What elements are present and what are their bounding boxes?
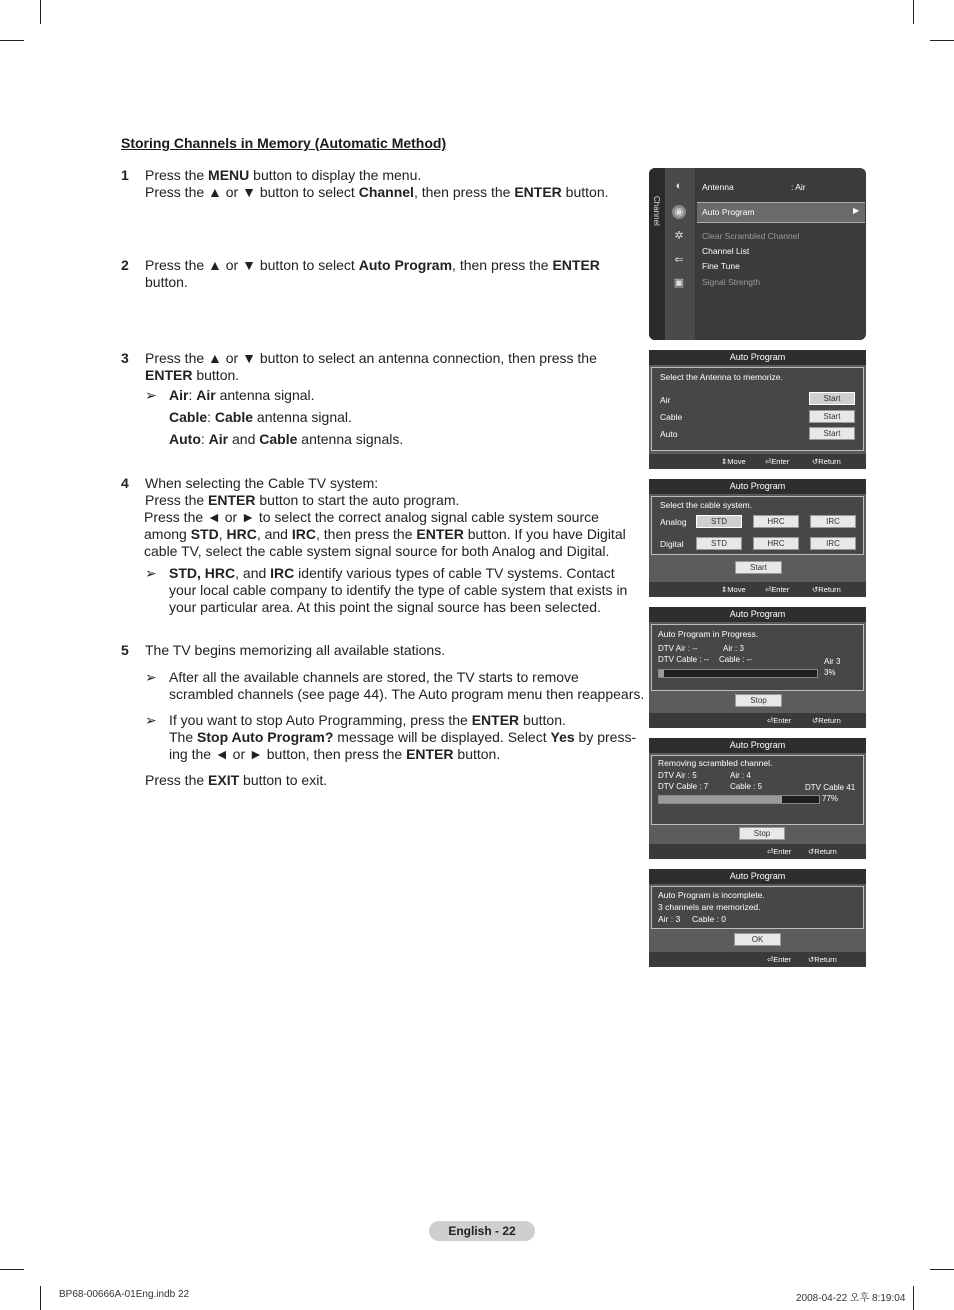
analog-label: Analog bbox=[660, 517, 687, 527]
crop-mark bbox=[930, 40, 954, 41]
crop-mark bbox=[913, 0, 914, 24]
dtv-cable-count: DTV Cable : -- bbox=[658, 655, 710, 664]
stop-button[interactable]: Stop bbox=[735, 694, 782, 707]
page-title: Storing Channels in Memory (Automatic Method) bbox=[121, 135, 447, 151]
antenna-option-air: Air bbox=[660, 395, 671, 405]
chevron-right-icon: ▶ bbox=[853, 206, 860, 215]
removing-scrambled-screen bbox=[649, 738, 866, 859]
analog-hrc-button[interactable]: HRC bbox=[753, 515, 799, 528]
start-button[interactable]: Start bbox=[735, 561, 782, 574]
arrow-icon: ➢ bbox=[145, 565, 157, 581]
auto-program-incomplete-screen bbox=[649, 869, 866, 967]
antenna-option-auto: Auto bbox=[660, 429, 678, 439]
step-number: 4 bbox=[121, 475, 129, 491]
step-1 bbox=[121, 167, 641, 201]
menu-item-auto-program[interactable]: Auto Program bbox=[702, 207, 755, 217]
step-4 bbox=[121, 475, 641, 616]
menu-item-channel-list[interactable]: Channel List bbox=[702, 246, 750, 256]
osd-footer bbox=[649, 713, 866, 728]
step-3 bbox=[121, 350, 641, 450]
menu-side-tab bbox=[649, 168, 665, 340]
progress-bar bbox=[658, 669, 818, 678]
osd-message: Auto Program is incomplete. bbox=[658, 890, 765, 900]
crop-mark bbox=[40, 0, 41, 24]
footer-file: BP68-00666A-01Eng.indb 22 bbox=[59, 1289, 190, 1300]
return-hint: ↺ Return bbox=[812, 716, 841, 725]
osd-title: Auto Program bbox=[649, 350, 866, 365]
auto-program-progress-screen bbox=[649, 607, 866, 728]
antenna-label[interactable]: Antenna bbox=[702, 182, 734, 192]
step-line: ENTER button. bbox=[145, 367, 240, 383]
osd-title: Auto Program bbox=[649, 607, 866, 622]
input-icon[interactable]: ⇐ bbox=[674, 254, 684, 266]
analog-irc-button[interactable]: IRC bbox=[810, 515, 856, 528]
digital-irc-button[interactable]: IRC bbox=[810, 537, 856, 550]
step-number: 1 bbox=[121, 167, 129, 183]
air-count: Air : 3 bbox=[723, 644, 744, 653]
crop-mark bbox=[40, 1286, 41, 1310]
osd-prompt: Select the Antenna to memorize. bbox=[660, 372, 783, 382]
enter-hint: ⏎ Enter bbox=[767, 716, 792, 725]
osd-title: Auto Program bbox=[649, 738, 866, 753]
cable-count: Cable : -- bbox=[719, 655, 752, 664]
current-channel: DTV Cable 41 bbox=[805, 783, 856, 792]
channel-menu-screen bbox=[649, 168, 866, 340]
step-line: Press the ◄ or ► to select the correct analog signal cable system source bbox=[144, 509, 599, 525]
step-line: Press the ENTER button to start the auto program. bbox=[145, 492, 460, 508]
picture-icon[interactable]: ◐ bbox=[675, 180, 683, 192]
enter-hint: ⏎ Enter bbox=[765, 457, 790, 466]
stop-button[interactable]: Stop bbox=[739, 827, 785, 840]
osd-panel bbox=[651, 496, 864, 555]
progress-percent: 3% bbox=[824, 668, 836, 677]
step-line: cable TV, select the cable system signal source for both Analog and Digital. bbox=[144, 543, 610, 559]
start-auto-button[interactable]: Start bbox=[809, 427, 855, 440]
digital-label: Digital bbox=[660, 539, 684, 549]
step-line: among STD, HRC, and IRC, then press the ENTER button. If you have Digital bbox=[144, 526, 626, 542]
step-line: When selecting the Cable TV system: bbox=[145, 475, 379, 491]
menu-item-fine-tune[interactable]: Fine Tune bbox=[702, 261, 740, 271]
application-icon[interactable]: ▣ bbox=[673, 277, 685, 289]
cable-count: Cable : 5 bbox=[730, 782, 763, 791]
crop-mark bbox=[0, 40, 24, 41]
return-hint: ↺ Return bbox=[812, 585, 841, 594]
osd-footer bbox=[649, 844, 866, 859]
step-line: Press the EXIT button to exit. bbox=[145, 772, 328, 788]
digital-hrc-button[interactable]: HRC bbox=[753, 537, 799, 550]
osd-title: Auto Program bbox=[649, 479, 866, 494]
dtv-cable-count: DTV Cable : 7 bbox=[658, 782, 709, 791]
crop-mark bbox=[930, 1269, 954, 1270]
move-hint: ⇕ Move bbox=[721, 457, 746, 466]
crop-mark bbox=[913, 1286, 914, 1310]
current-channel: Air 3 bbox=[824, 657, 841, 666]
progress-fill bbox=[659, 796, 782, 803]
osd-message: 3 channels are memorized. bbox=[658, 902, 761, 912]
return-hint: ↺ Return bbox=[808, 847, 837, 856]
cable-count: Cable : 0 bbox=[692, 914, 727, 924]
step-5 bbox=[121, 642, 645, 789]
footer-timestamp: 2008-04-22 오후 8:19:04 bbox=[796, 1293, 906, 1304]
osd-prompt: Select the cable system. bbox=[660, 500, 753, 510]
osd-panel bbox=[651, 367, 864, 451]
note: ➢ STD, HRC, and IRC identify various types of cable TV systems. Contact your local cable company to identify the type of cable system that exists in your particular area. At this point the signal source has been selected. bbox=[145, 565, 628, 615]
cable-system-screen bbox=[649, 479, 866, 597]
enter-hint: ⏎ Enter bbox=[765, 585, 790, 594]
step-number: 3 bbox=[121, 350, 129, 366]
arrow-icon: ➢ bbox=[145, 669, 157, 685]
crop-mark bbox=[0, 1269, 24, 1270]
return-hint: ↺ Return bbox=[808, 955, 837, 964]
osd-title: Auto Program bbox=[649, 869, 866, 884]
step-2 bbox=[121, 257, 641, 291]
osd-footer bbox=[649, 952, 866, 967]
osd-panel bbox=[651, 886, 864, 929]
step-line: Press the ▲ or ▼ button to select Channel, then press the ENTER button. bbox=[145, 184, 609, 200]
page-number: English - 22 bbox=[429, 1221, 535, 1241]
step-line: Press the MENU button to display the menu. bbox=[145, 167, 422, 183]
osd-footer bbox=[649, 454, 866, 469]
arrow-icon: ➢ bbox=[145, 712, 157, 728]
progress-bar bbox=[658, 795, 820, 804]
start-air-button[interactable]: Start bbox=[809, 392, 855, 405]
move-hint: ⇕ Move bbox=[721, 585, 746, 594]
osd-status: Removing scrambled channel. bbox=[658, 758, 773, 768]
ok-button[interactable]: OK bbox=[734, 933, 781, 946]
menu-side-label: Channel bbox=[652, 196, 661, 226]
antenna-option-cable: Cable bbox=[660, 412, 683, 422]
note: ➢ After all the available channels are stored, the TV starts to remove scrambled channels (see page 44). The Auto program menu then reappears. bbox=[145, 669, 645, 702]
enter-hint: ⏎ Enter bbox=[767, 847, 792, 856]
dtv-air-count: DTV Air : -- bbox=[658, 644, 698, 653]
progress-percent: 77% bbox=[822, 794, 839, 803]
osd-footer bbox=[649, 582, 866, 597]
osd-panel bbox=[651, 755, 864, 825]
progress-fill bbox=[659, 670, 664, 677]
osd-panel bbox=[651, 624, 864, 691]
step-line: Press the ▲ or ▼ button to select an antenna connection, then press the bbox=[145, 350, 597, 366]
antenna-select-screen bbox=[649, 350, 866, 469]
step-line: The TV begins memorizing all available stations. bbox=[145, 642, 446, 658]
start-cable-button[interactable]: Start bbox=[809, 410, 855, 423]
setup-icon[interactable]: ✲ bbox=[674, 230, 684, 242]
note: ➢ Air: Air antenna signal. Cable: Cable antenna signal. Auto: Air and Cable antenna signals. bbox=[145, 384, 641, 450]
menu-item-clear-scrambled[interactable]: Clear Scrambled Channel bbox=[702, 231, 800, 241]
enter-hint: ⏎ Enter bbox=[767, 955, 792, 964]
digital-std-button[interactable]: STD bbox=[696, 537, 742, 550]
step-number: 2 bbox=[121, 257, 129, 273]
step-line: button. bbox=[145, 274, 188, 290]
air-count: Air : 3 bbox=[658, 914, 681, 924]
menu-item-signal-strength[interactable]: Signal Strength bbox=[702, 277, 761, 287]
return-hint: ↺ Return bbox=[812, 457, 841, 466]
step-number: 5 bbox=[121, 642, 129, 658]
note: ➢ If you want to stop Auto Programming, press the ENTER button. The Stop Auto Program? message will be displayed. Select Yes by press- ing the ◄ or ► button, then press the ENTER button. bbox=[145, 712, 637, 762]
analog-std-button[interactable]: STD bbox=[696, 515, 742, 528]
step-line: Press the ▲ or ▼ button to select Auto Program, then press the ENTER bbox=[145, 257, 600, 273]
dtv-air-count: DTV Air : 5 bbox=[658, 771, 697, 780]
air-count: Air : 4 bbox=[730, 771, 751, 780]
antenna-value: : Air bbox=[791, 182, 806, 192]
arrow-icon: ➢ bbox=[145, 387, 157, 403]
osd-status: Auto Program in Progress. bbox=[658, 629, 759, 639]
channel-icon[interactable]: ◉ bbox=[672, 205, 686, 219]
